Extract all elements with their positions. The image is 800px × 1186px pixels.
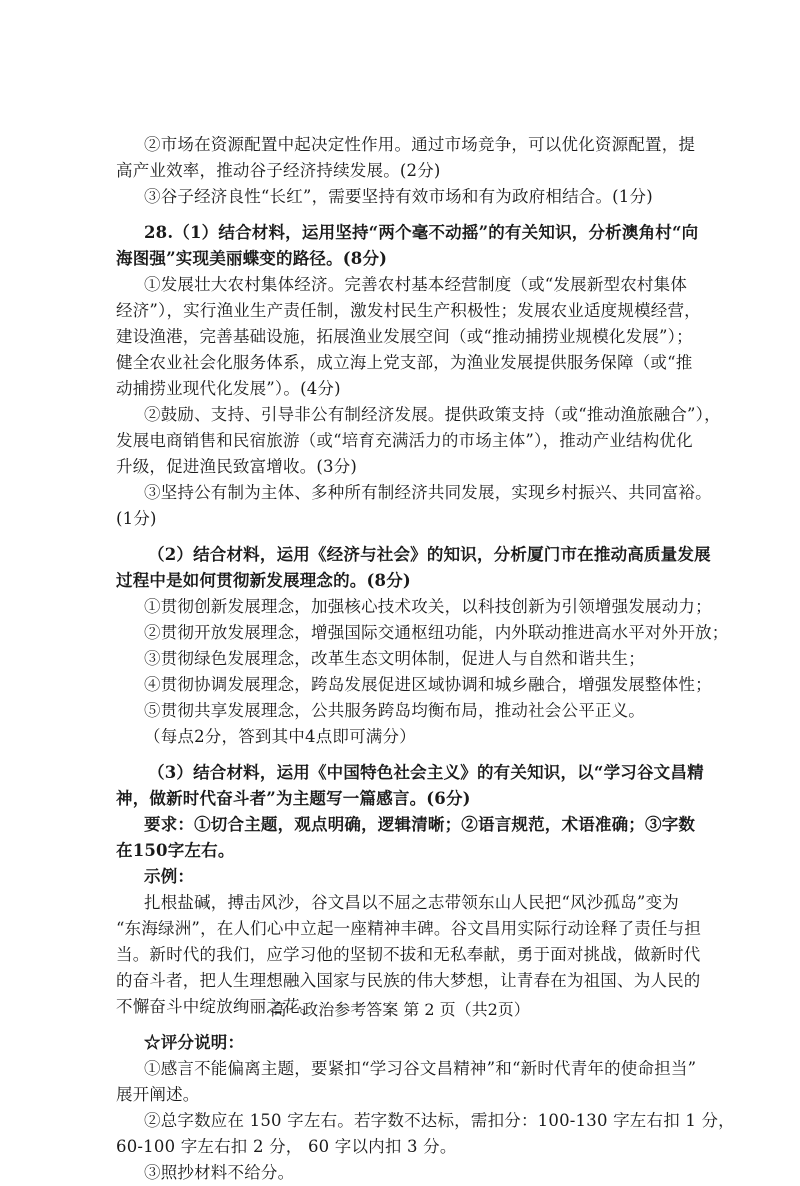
- question-title: 海图强”实现美丽蝶变的路径。(8分): [116, 249, 388, 268]
- block-a: [116, 132, 696, 210]
- answer-line: ①发展壮大农村集体经济。完善农村基本经营制度（或“发展新型农村集体: [144, 275, 688, 294]
- answer-line: 经济”），实行渔业生产责任制，激发村民生产积极性；发展农业适度规模经营，: [116, 301, 701, 320]
- requirement-line: 在150字左右。: [116, 841, 235, 860]
- text-line: ②市场在资源配置中起决定性作用。通过市场竞争，可以优化资源配置，提: [144, 135, 696, 154]
- answer-line: (1分): [116, 509, 157, 528]
- question-28-1: [116, 220, 721, 532]
- grading-line: ③照抄材料不给分。: [144, 1163, 295, 1182]
- requirement-line: 要求：①切合主题，观点明确，逻辑清晰；②语言规范，术语准确；③字数: [144, 815, 696, 834]
- text-line: 高产业效率，推动谷子经济持续发展。(2分): [116, 161, 441, 180]
- example-line: 不懈奋斗中绽放绚丽之花。: [116, 997, 317, 1016]
- question-title: 过程中是如何贯彻新发展理念的。(8分): [116, 571, 411, 590]
- text-line: ③谷子经济良性“长红”，需要坚持有效市场和有为政府相结合。(1分): [144, 187, 653, 206]
- question-title: （3）结合材料，运用《中国特色社会主义》的有关知识，以“学习谷文昌精: [148, 763, 704, 782]
- example-line: 扎根盐碱，搏击风沙，谷文昌以不屈之志带领东山人民把“风沙孤岛”变为: [144, 893, 679, 912]
- answer-line: 动捕捞业现代化发展”）。(4分): [116, 379, 341, 398]
- grading-line: 60-100 字左右扣 2 分， 60 字以内扣 3 分。: [116, 1137, 457, 1156]
- question-28-3: [116, 760, 735, 1186]
- answer-line: 健全农业社会化服务体系，成立海上党支部，为渔业发展提供服务保障（或“推: [116, 353, 693, 372]
- answer-line: ②贯彻开放发展理念，增强国际交通枢纽功能，内外联动推进高水平对外开放；: [144, 623, 729, 642]
- grading-label: ☆评分说明：: [144, 1033, 245, 1052]
- example-line: 当。新时代的我们，应学习他的坚韧不拔和无私奉献，勇于面对挑战，做新时代: [116, 945, 701, 964]
- question-title: 神，做新时代奋斗者”为主题写一篇感言。(6分): [116, 789, 471, 808]
- answer-line: ⑤贯彻共享发展理念，公共服务跨岛均衡布局，推动社会公平正义。: [144, 701, 645, 720]
- answer-line: ③坚持公有制为主体、多种所有制经济共同发展，实现乡村振兴、共同富裕。: [144, 483, 712, 502]
- answer-line: 升级，促进渔民致富增收。(3分): [116, 457, 358, 476]
- answer-line: （每点2分，答到其中4点即可满分）: [144, 727, 416, 746]
- example-label: 示例：: [144, 867, 195, 886]
- question-title: 28.（1）结合材料，运用坚持“两个毫不动摇”的有关知识，分析澳角村“向: [144, 223, 699, 242]
- answer-line: ①贯彻创新发展理念，加强核心技术攻关，以科技创新为引领增强发展动力；: [144, 597, 712, 616]
- grading-line: 展开阐述。: [116, 1085, 200, 1104]
- answer-line: ③贯彻绿色发展理念，改革生态文明体制，促进人与自然和谐共生；: [144, 649, 645, 668]
- question-28-2: [116, 542, 729, 750]
- answer-line: 建设渔港，完善基础设施，拓展渔业发展空间（或“推动捕捞业规模化发展”）；: [116, 327, 693, 346]
- answer-line: 发展电商销售和民宿旅游（或“培育充满活力的市场主体”），推动产业结构优化: [116, 431, 693, 450]
- question-title: （2）结合材料，运用《经济与社会》的知识，分析厦门市在推动高质量发展: [148, 545, 711, 564]
- example-line: “东海绿洲”，在人们心中立起一座精神丰碑。谷文昌用实际行动诠释了责任与担: [116, 919, 702, 938]
- grading-line: ②总字数应在 150 字左右。若字数不达标，需扣分：100-130 字左右扣 1 分，: [144, 1111, 735, 1130]
- page-footer: 高一政治参考答案 第 2 页（共2页）: [270, 1000, 530, 1019]
- grading-line: ①感言不能偏离主题，要紧扣“学习谷文昌精神”和“新时代青年的使命担当”: [144, 1059, 697, 1078]
- answer-line: ④贯彻协调发展理念，跨岛发展促进区域协调和城乡融合，增强发展整体性；: [144, 675, 712, 694]
- example-line: 的奋斗者，把人生理想融入国家与民族的伟大梦想，让青春在为祖国、为人民的: [116, 971, 701, 990]
- answer-line: ②鼓励、支持、引导非公有制经济发展。提供政策支持（或“推动渔旅融合”），: [144, 405, 721, 424]
